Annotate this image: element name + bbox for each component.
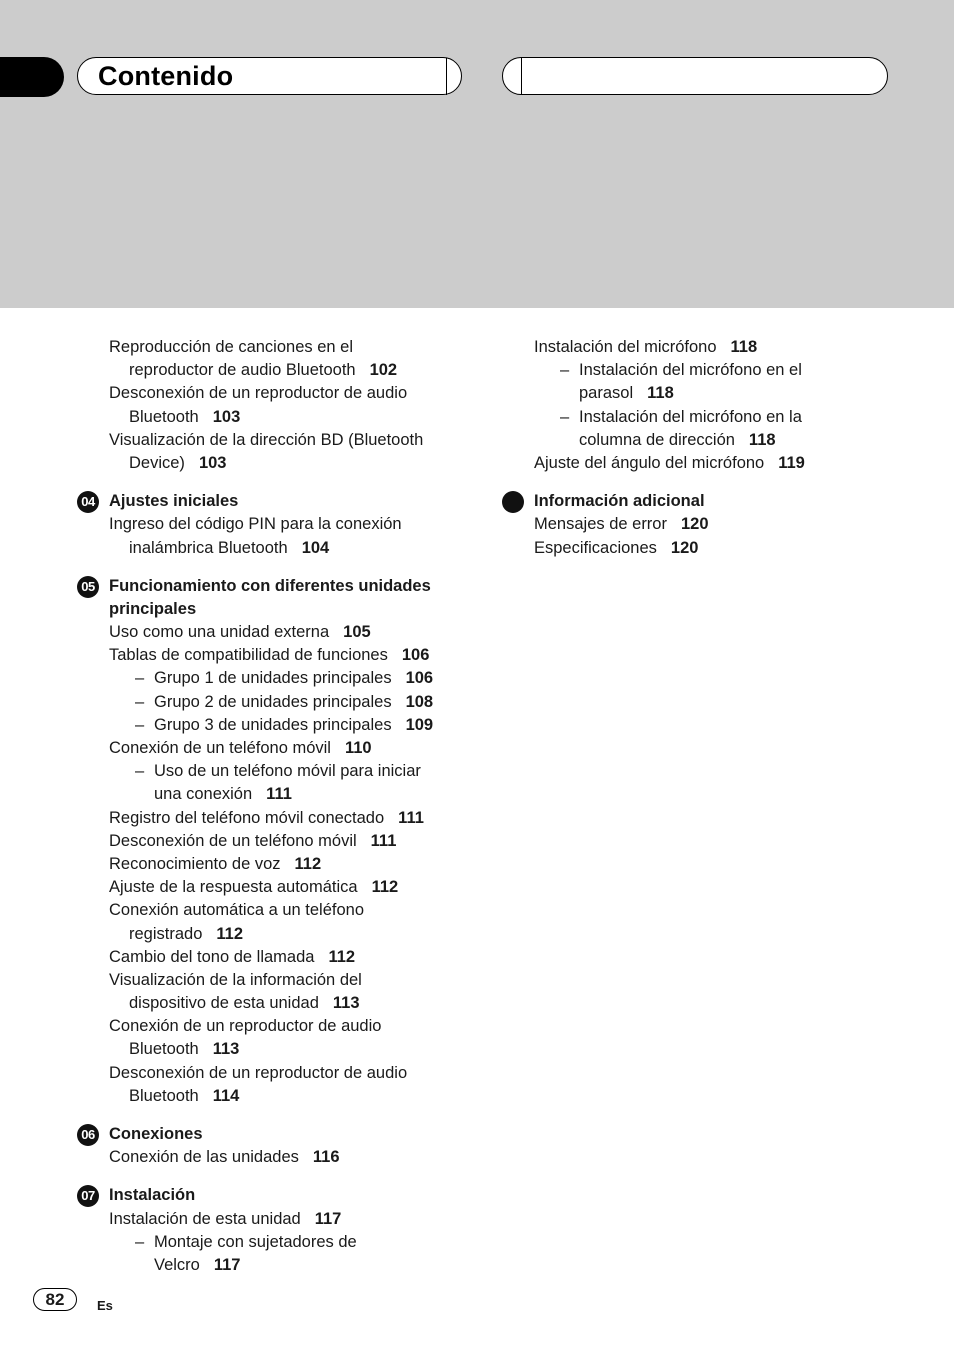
toc-entry[interactable] — [502, 359, 902, 382]
toc-entry[interactable] — [77, 830, 477, 853]
page-ref: 118 — [748, 430, 776, 449]
section-heading — [77, 490, 477, 513]
page-ref: 118 — [647, 384, 674, 403]
page-ref: 105 — [343, 623, 371, 642]
page-ref: 111 — [398, 808, 424, 827]
sub-entry-dash: – — [135, 692, 145, 711]
entry-text: Instalación del micrófono — [534, 338, 717, 356]
toc-entry[interactable] — [77, 644, 477, 667]
entry-text: Conexión de un teléfono móvil — [109, 739, 331, 757]
toc-entry[interactable] — [77, 807, 477, 830]
page-ref: 112 — [328, 947, 356, 966]
entry-text: dispositivo de esta unidad — [129, 994, 319, 1013]
section-tab — [0, 57, 64, 97]
toc-entry[interactable] — [77, 691, 477, 714]
entry-text: una conexión — [154, 785, 253, 804]
section-number-badge: 05 — [77, 576, 99, 598]
page-ref: 114 — [212, 1086, 240, 1105]
entry-text: parasol — [579, 384, 634, 403]
page-ref: 103 — [212, 407, 241, 426]
toc-entry[interactable] — [77, 992, 477, 1015]
toc-entry[interactable] — [77, 783, 477, 806]
toc-entry[interactable] — [502, 429, 902, 452]
section-title: Conexiones — [109, 1125, 203, 1143]
entry-text: Desconexión de un reproductor de audio — [109, 1063, 408, 1082]
entry-text: Instalación de esta unidad — [109, 1209, 301, 1228]
toc-entry[interactable] — [77, 336, 477, 359]
toc-entry[interactable] — [77, 923, 477, 946]
entry-text: Reconocimiento de voz — [109, 854, 281, 873]
page-ref: 120 — [680, 515, 709, 534]
toc-entry[interactable] — [77, 1038, 477, 1061]
entry-text: Visualización de la información del — [109, 970, 362, 989]
toc-entry[interactable] — [77, 429, 477, 452]
section-gap — [502, 475, 902, 490]
toc-entry[interactable] — [77, 621, 477, 644]
page-ref: 116 — [312, 1148, 340, 1167]
entry-text: Ingreso del código PIN para la conexión — [109, 515, 402, 534]
toc-entry[interactable] — [77, 946, 477, 969]
page-ref: 111 — [370, 831, 397, 850]
section-heading — [77, 1123, 477, 1146]
entry-text: registrado — [129, 924, 203, 943]
entry-text: Reproducción de canciones en el — [109, 338, 353, 356]
toc-entry[interactable] — [502, 537, 902, 560]
toc-column-right — [502, 336, 902, 560]
section-heading — [77, 598, 477, 621]
entry-text: Bluetooth — [129, 407, 199, 426]
title-box — [77, 57, 462, 95]
toc-entry[interactable] — [77, 537, 477, 560]
toc-entry[interactable] — [77, 667, 477, 690]
toc-entry[interactable] — [77, 737, 477, 760]
toc-entry[interactable] — [77, 1015, 477, 1038]
toc-entry[interactable] — [77, 1254, 477, 1277]
page-ref: 108 — [405, 692, 434, 711]
page-ref: 117 — [314, 1209, 342, 1228]
page-ref: 113 — [332, 994, 360, 1013]
toc-entry[interactable] — [77, 1231, 477, 1254]
page-ref: 106 — [401, 646, 430, 665]
sub-entry-dash: – — [135, 669, 145, 688]
toc-entry[interactable] — [77, 899, 477, 922]
page-ref: 120 — [670, 538, 699, 557]
toc-entry[interactable] — [502, 452, 902, 475]
page-ref: 103 — [198, 453, 227, 472]
page-ref: 112 — [371, 878, 399, 897]
sub-entry-dash: – — [135, 1232, 145, 1251]
toc-column-left — [77, 336, 477, 1277]
section-number-badge: 06 — [77, 1124, 99, 1146]
sub-entry-dash: – — [135, 715, 145, 734]
section-title: Funcionamiento con diferentes unidades — [109, 576, 431, 595]
page-ref: 118 — [730, 338, 758, 356]
toc-entry[interactable] — [77, 853, 477, 876]
toc-entry[interactable] — [77, 1085, 477, 1108]
entry-text: Montaje con sujetadores de — [154, 1232, 357, 1251]
page-ref: 110 — [344, 739, 372, 757]
entry-text: Especificaciones — [534, 538, 657, 557]
entry-text: Conexión de un reproductor de audio — [109, 1017, 382, 1036]
entry-text: Visualización de la dirección BD (Bluetooth — [109, 430, 424, 449]
entry-text: Conexión de las unidades — [109, 1148, 299, 1167]
entry-text: Cambio del tono de llamada — [109, 947, 315, 966]
toc-entry[interactable] — [77, 969, 477, 992]
page-number: 82 — [33, 1288, 77, 1311]
toc-entry[interactable] — [77, 760, 477, 783]
toc-entry[interactable] — [77, 382, 477, 405]
entry-text: columna de dirección — [579, 430, 735, 449]
toc-entry[interactable] — [77, 714, 477, 737]
title-divider — [446, 58, 447, 95]
toc-entry[interactable] — [502, 382, 902, 405]
entry-text: Registro del teléfono móvil conectado — [109, 808, 385, 827]
section-gap — [77, 475, 477, 490]
toc-entry[interactable] — [77, 1062, 477, 1085]
section-heading — [77, 575, 477, 598]
toc-entry[interactable] — [77, 1208, 477, 1231]
toc-entry[interactable] — [502, 406, 902, 429]
entry-text: Mensajes de error — [534, 515, 667, 534]
entry-text: reproductor de audio Bluetooth — [129, 361, 356, 380]
page-ref: 111 — [266, 785, 292, 804]
header-band — [0, 0, 954, 308]
page-ref: 104 — [301, 538, 330, 557]
page-ref: 113 — [212, 1040, 240, 1059]
section-title: Información adicional — [534, 492, 705, 511]
entry-text: Conexión automática a un teléfono — [109, 901, 365, 920]
sub-entry-dash: – — [560, 407, 570, 426]
entry-text: Uso como una unidad externa — [109, 623, 330, 642]
section-number-badge: 07 — [77, 1185, 99, 1207]
section-number-badge: 04 — [77, 491, 99, 513]
section-heading — [502, 490, 902, 513]
entry-text: Uso de un teléfono móvil para iniciar — [154, 762, 421, 781]
toc-entry[interactable] — [77, 876, 477, 899]
entry-text: Grupo 1 de unidades principales — [154, 669, 392, 688]
section-heading — [77, 1184, 477, 1207]
page-ref: 117 — [213, 1255, 241, 1274]
entry-text: Ajuste de la respuesta automática — [109, 878, 358, 897]
entry-text: Tablas de compatibilidad de funciones — [109, 646, 388, 665]
page-ref: 112 — [294, 854, 322, 873]
sub-entry-dash: – — [135, 762, 145, 781]
entry-text: Bluetooth — [129, 1086, 199, 1105]
entry-text: Desconexión de un reproductor de audio — [109, 384, 408, 403]
entry-text: Velcro — [154, 1255, 200, 1274]
toc-entry[interactable] — [502, 513, 902, 536]
entry-text: Desconexión de un teléfono móvil — [109, 831, 357, 850]
section-gap — [77, 1108, 477, 1123]
sub-entry-dash: – — [560, 361, 570, 380]
toc-entry[interactable] — [502, 336, 902, 359]
toc-entry[interactable] — [77, 359, 477, 382]
entry-text: inalámbrica Bluetooth — [129, 538, 288, 557]
section-title: Instalación — [109, 1186, 196, 1205]
entry-text: Grupo 2 de unidades principales — [154, 692, 392, 711]
toc-entry[interactable] — [77, 406, 477, 429]
section-number-badge — [502, 491, 524, 513]
page-ref: 109 — [405, 715, 434, 734]
page-ref: 119 — [778, 453, 805, 472]
blank-box-divider — [521, 58, 522, 95]
section-gap — [77, 560, 477, 575]
page-title: Contenido — [98, 61, 234, 91]
toc-entry[interactable] — [77, 1146, 477, 1169]
entry-text: Grupo 3 de unidades principales — [154, 715, 392, 734]
toc-entry[interactable] — [77, 452, 477, 475]
page-ref: 102 — [369, 361, 398, 380]
entry-text: Device) — [129, 453, 185, 472]
toc-entry[interactable] — [77, 513, 477, 536]
entry-text: Instalación del micrófono en el — [579, 361, 802, 380]
entry-text: Ajuste del ángulo del micrófono — [534, 453, 765, 472]
entry-text: Instalación del micrófono en la — [579, 407, 802, 426]
page-ref: 112 — [216, 924, 243, 943]
page-ref: 106 — [405, 669, 434, 688]
section-gap — [77, 1169, 477, 1184]
entry-text: Bluetooth — [129, 1040, 199, 1059]
language-label: Es — [97, 1298, 113, 1313]
section-title: principales — [109, 599, 197, 618]
section-title: Ajustes iniciales — [109, 492, 239, 511]
blank-title-box — [502, 57, 888, 95]
